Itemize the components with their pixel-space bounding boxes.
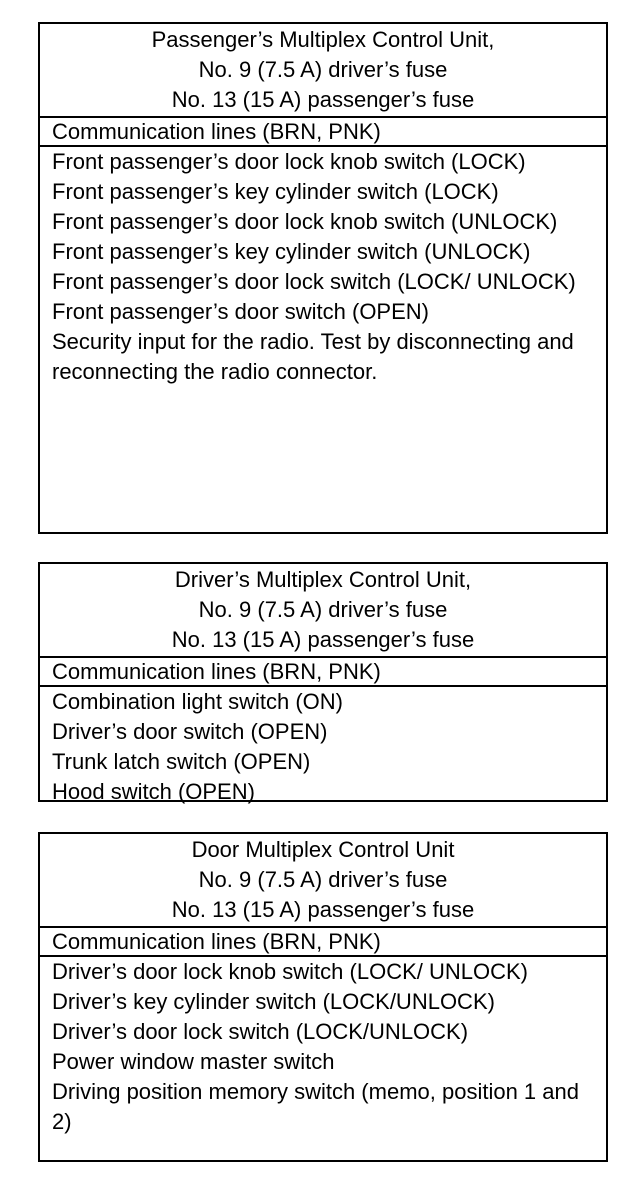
passenger-mcu-table — [38, 22, 608, 534]
list-item: Front passenger’s key cylinder switch (UNLOCK) — [52, 239, 531, 264]
list-item: Power window master switch — [52, 1049, 335, 1074]
list-item: Driving position memory switch (memo, position 1 and 2) — [52, 1079, 579, 1134]
header-line: No. 13 (15 A) passenger’s fuse — [171, 87, 475, 112]
list-item: Security input for the radio. Test by disconnecting and reconnecting the radio connector. — [52, 329, 574, 384]
list-item: Driver’s door lock switch (LOCK/UNLOCK) — [52, 1019, 469, 1044]
list-item: Front passenger’s door switch (OPEN) — [52, 299, 429, 324]
header-line: Passenger’s Multiplex Control Unit, — [151, 27, 495, 52]
communication-lines-row: Communication lines (BRN, PNK) — [40, 656, 606, 687]
header-line: No. 9 (7.5 A) driver’s fuse — [198, 57, 448, 82]
header-line: No. 9 (7.5 A) driver’s fuse — [198, 597, 448, 622]
table-header — [40, 564, 606, 656]
input-list — [40, 687, 606, 807]
door-mcu-table — [38, 832, 608, 1162]
list-item: Hood switch (OPEN) — [52, 779, 255, 804]
input-list — [40, 957, 606, 1137]
list-item: Front passenger’s door lock switch (LOCK/ UNLOCK) — [52, 269, 576, 294]
input-list — [40, 147, 606, 387]
list-item: Combination light switch (ON) — [52, 689, 343, 714]
list-item: Trunk latch switch (OPEN) — [52, 749, 311, 774]
communication-lines-row: Communication lines (BRN, PNK) — [40, 926, 606, 957]
header-line: No. 13 (15 A) passenger’s fuse — [171, 897, 475, 922]
list-item: Driver’s door switch (OPEN) — [52, 719, 328, 744]
list-item: Driver’s door lock knob switch (LOCK/ UNLOCK) — [52, 959, 528, 984]
list-item: Front passenger’s door lock knob switch (LOCK) — [52, 149, 526, 174]
list-item: Front passenger’s key cylinder switch (LOCK) — [52, 179, 499, 204]
list-item: Driver’s key cylinder switch (LOCK/UNLOCK) — [52, 989, 495, 1014]
header-line: Driver’s Multiplex Control Unit, — [174, 567, 472, 592]
header-line: No. 13 (15 A) passenger’s fuse — [171, 627, 475, 652]
header-line: Door Multiplex Control Unit — [191, 837, 455, 862]
table-header — [40, 24, 606, 116]
table-header — [40, 834, 606, 926]
list-item: Front passenger’s door lock knob switch (UNLOCK) — [52, 209, 558, 234]
driver-mcu-table — [38, 562, 608, 802]
communication-lines-row: Communication lines (BRN, PNK) — [40, 116, 606, 147]
header-line: No. 9 (7.5 A) driver’s fuse — [198, 867, 448, 892]
